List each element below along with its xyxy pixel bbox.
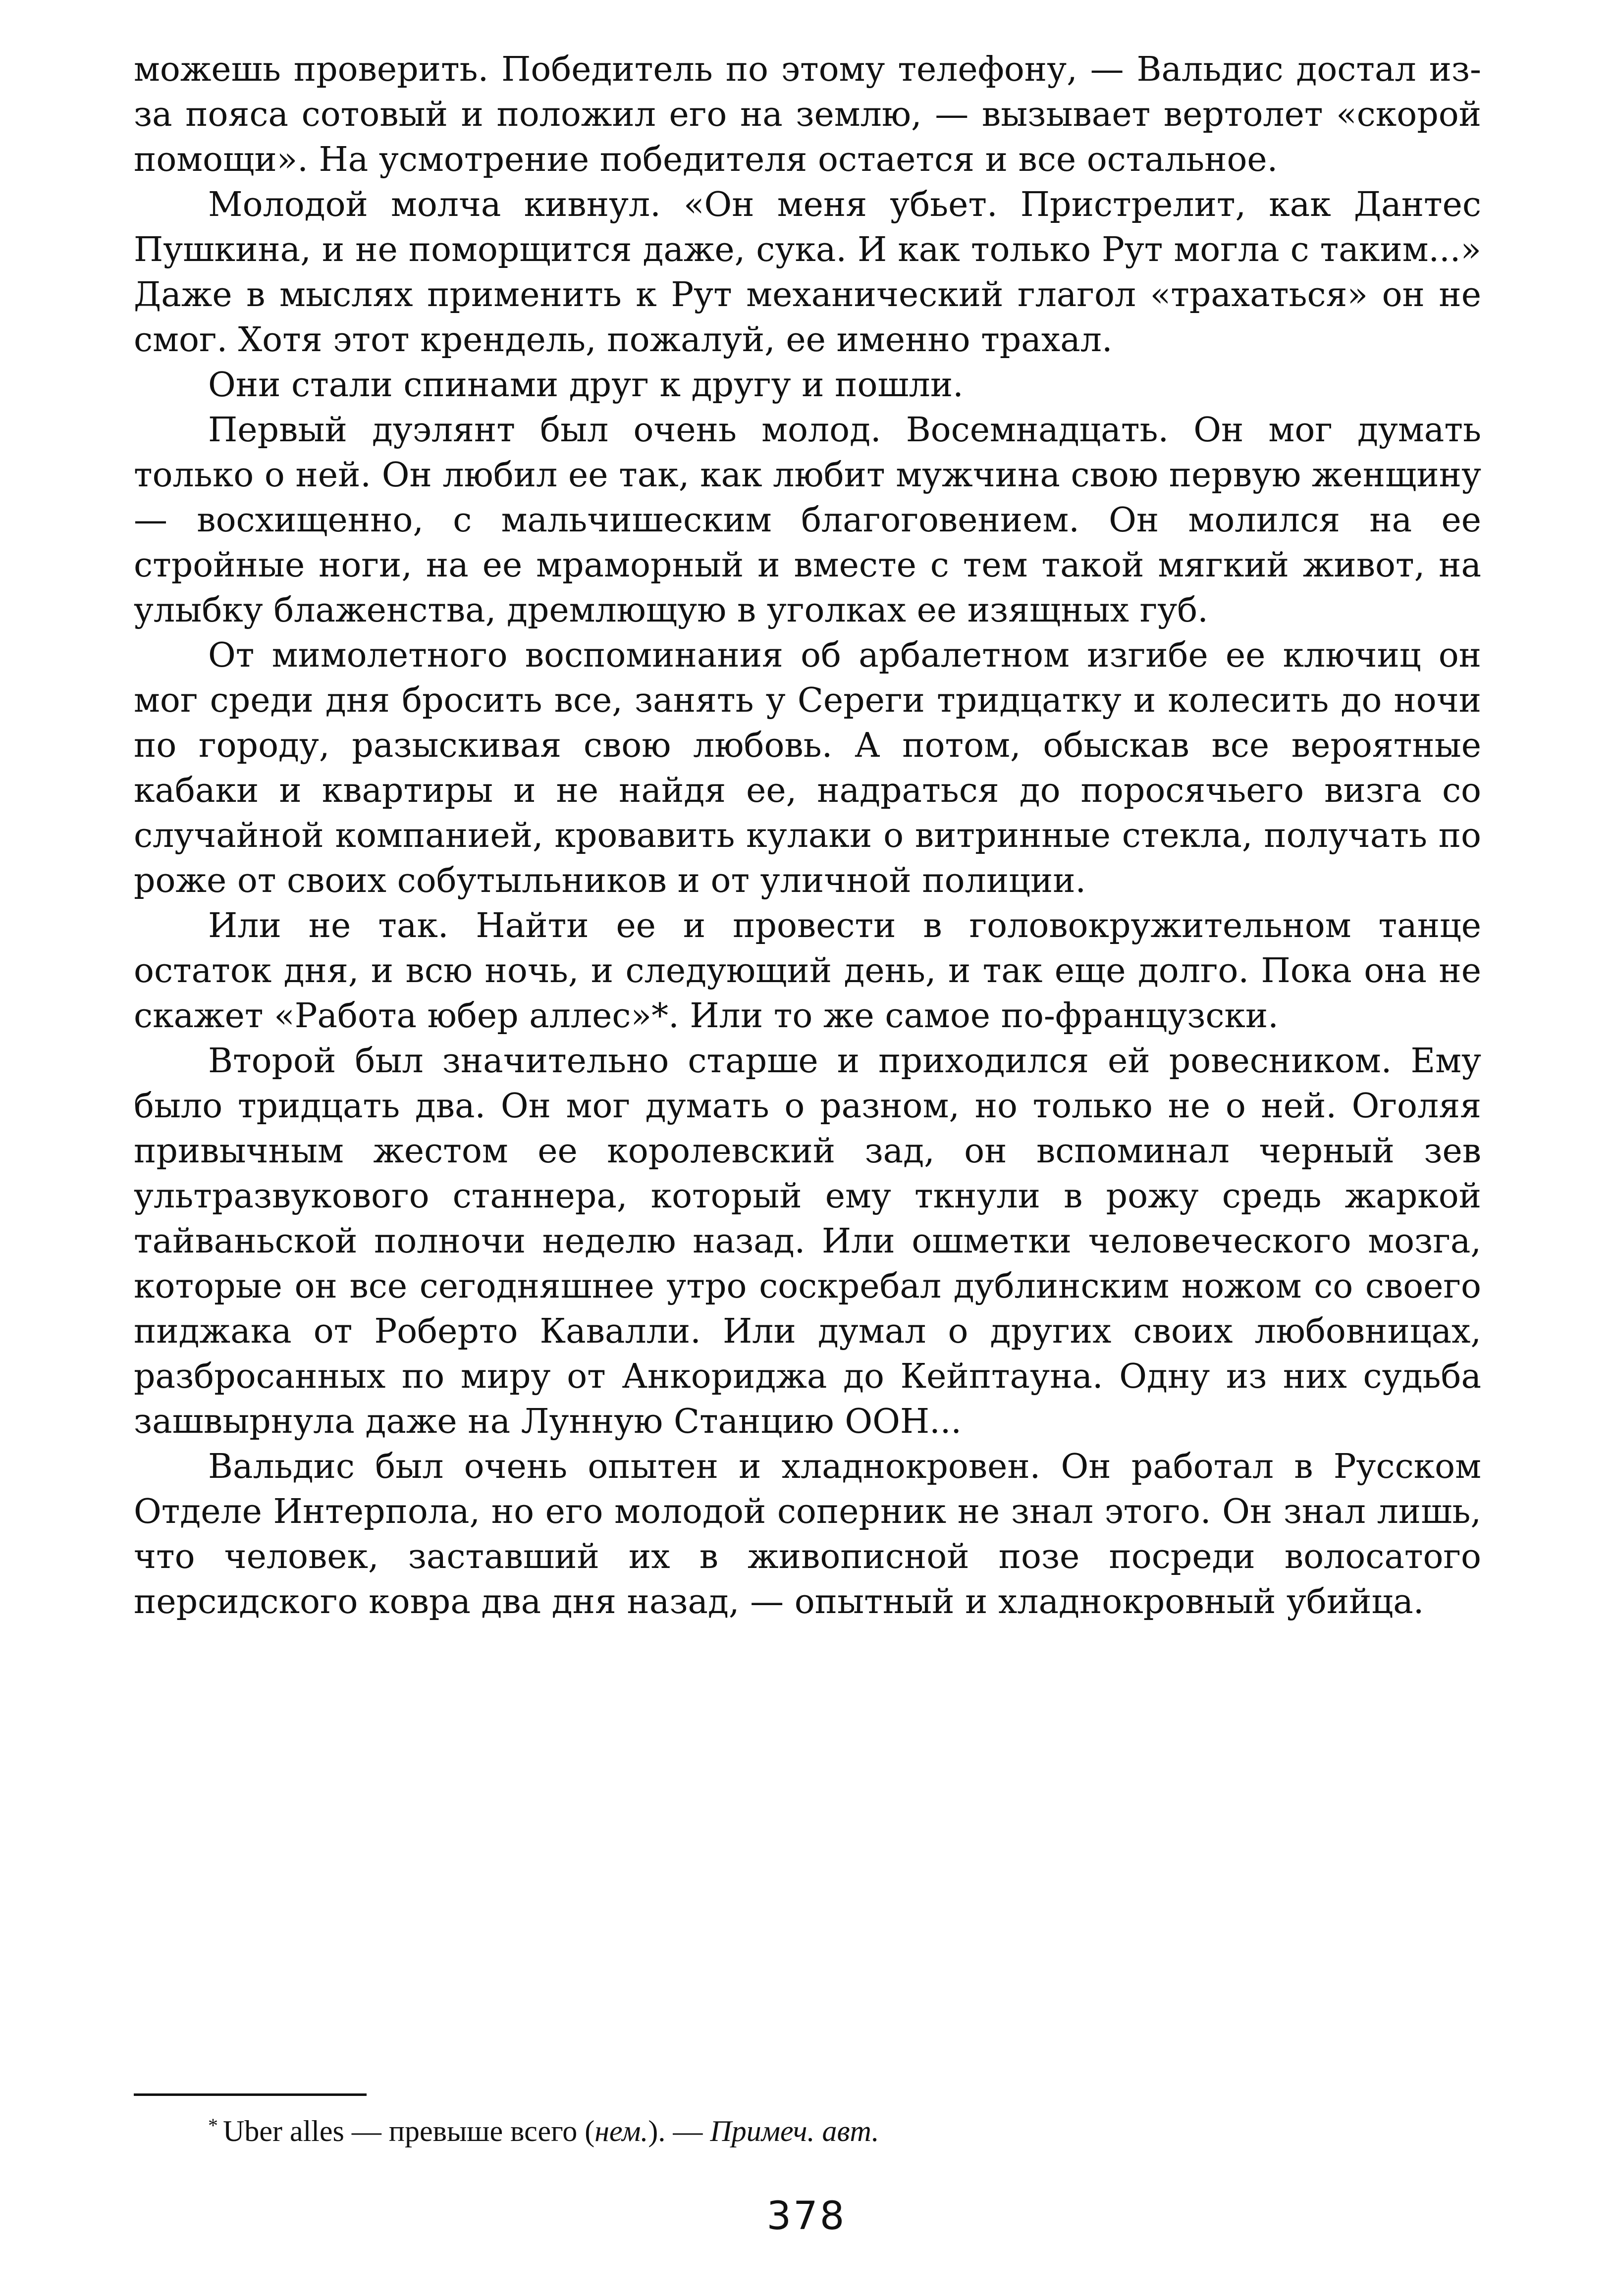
page-body — [134, 47, 1481, 1624]
footnote — [208, 2106, 1447, 2151]
paragraph-4: Первый дуэлянт был очень молод. Восемнадцать. Он мог думать только о ней. Он любил ее так, как любит мужчина свою первую женщину — восхищенно, с мальчишеским благоговением. Он молился на ее стройные ноги, на ее мраморный и вместе с тем такой мягкий живот, на улыбку блаженства, дремлющую в уголках ее изящных губ. — [134, 411, 1481, 630]
footnote-divider — [134, 2093, 367, 2096]
paragraph-5: От мимолетного воспоминания об арбалетном изгибе ее ключиц он мог среди дня бросить все, занять у Сереги тридцатку и колесить до ночи по городу, разыскивая свою любовь. А потом, обыскав все вероятные кабаки и квартиры и не найдя ее, надраться до поросячьего визга со случайной компанией, кровавить кулаки о витринные стекла, получать по роже от своих собутыльников и от уличной полиции. — [134, 636, 1481, 900]
footnote-lang: нем. — [594, 2115, 648, 2147]
paragraph-6: Или не так. Найти ее и провести в головокружительном танце остаток дня, и всю ночь, и следующий день, и так еще долго. Пока она не скажет «Работа юбер аллес»*. Или то же самое по-французски. — [134, 906, 1481, 1036]
footnote-note: Примеч. авт. — [710, 2115, 879, 2147]
paragraph-3: Они стали спинами друг к другу и пошли. — [208, 365, 964, 405]
footnote-mark: * — [208, 2114, 218, 2137]
paragraph-8: Вальдис был очень опытен и хладнокровен. Он работал в Русском Отделе Интерпола, но его молодой соперник не знал этого. Он знал лишь, что человек, заставший их в живописной позе посреди волосатого персидского ковра два дня назад, — опытный и хладнокровный убийца. — [134, 1447, 1481, 1621]
paragraph-1: можешь проверить. Победитель по этому телефону, — Вальдис достал из-за пояса сотовый и положил его на землю, — вызывает вертолет «скорой помощи». На усмотрение победителя остается и все остальное. — [134, 50, 1481, 179]
footnote-middle: ). — — [648, 2115, 710, 2147]
paragraph-2: Молодой молча кивнул. «Он меня убьет. Пристрелит, как Дантес Пушкина, и не поморщится даже, сука. И как только Рут могла с таким...» Даже в мыслях применить к Рут механический глагол «трахаться» он не смог. Хотя этот крендель, пожалуй, ее именно трахал. — [134, 185, 1481, 360]
footnote-text: Uber alles — превыше всего ( — [223, 2115, 595, 2147]
page-number: 378 — [766, 2194, 847, 2239]
paragraph-7: Второй был значительно старше и приходился ей ровесником. Ему было тридцать два. Он мог думать о разном, но только не о ней. Оголяя привычным жестом ее королевский зад, он вспоминал черный зев ультразвукового станнера, который ему ткнули в рожу средь жаркой тайваньской полночи неделю назад. Или ошметки человеческого мозга, которые он все сегодняшнее утро соскребал дублинским ножом со своего пиджака от Роберто Кавалли. Или думал о других своих любовницах, разбросанных по миру от Анкориджа до Кейптауна. Одну из них судьба зашвырнула даже на Лунную Станцию ООН... — [134, 1042, 1481, 1441]
